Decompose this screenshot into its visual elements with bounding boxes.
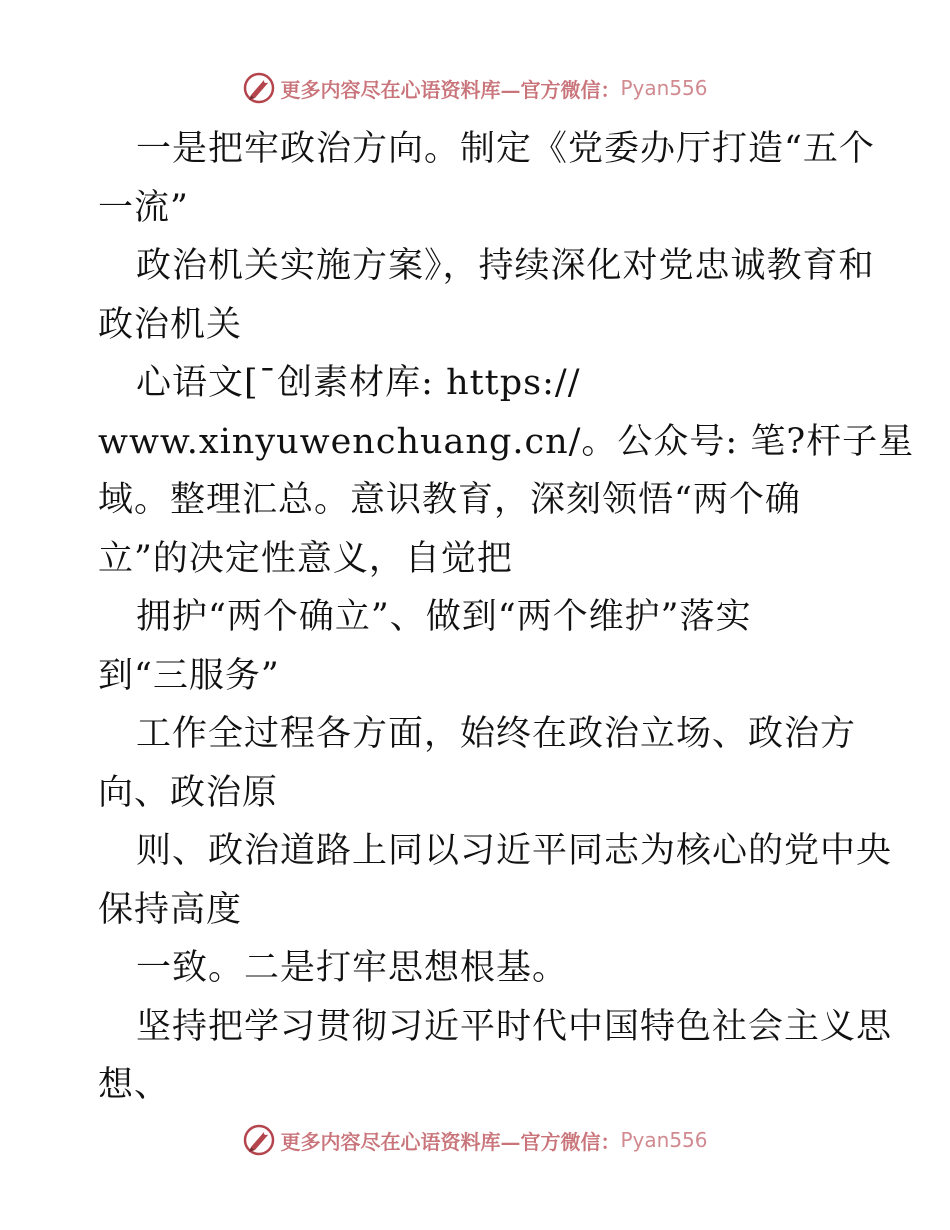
header-wechat-id: Pyan556	[620, 76, 708, 100]
body-line: 拥护“两个确立”、做到“两个维护”落实	[136, 597, 752, 637]
body-line: 坚持把学习贯彻习近平时代中国特色社会主义思	[136, 1006, 893, 1047]
body-line: 域。整理汇总。意识教育，深刻领悟“两个确	[98, 480, 801, 520]
pen-logo-icon	[242, 71, 276, 105]
body-line: 一致。二是打牢思想根基。	[136, 948, 569, 988]
body-line: www.xinyuwenchuang.cn/。公众号: 笔?杆子星	[98, 421, 915, 462]
body-line: 一流”	[98, 187, 189, 228]
header-banner	[0, 68, 950, 108]
header-banner-text: 更多内容尽在心语资料库—官方微信：	[280, 77, 621, 102]
body-line: 政治机关实施方案》，持续深化对党忠诚教育和	[136, 246, 875, 286]
body-line: 心语文[¯创素材库: https://	[136, 363, 581, 403]
body-line: 一是把牢政治方向。制定《党委办厅打造“五个	[136, 129, 875, 169]
footer-banner-text: 更多内容尽在心语资料库—官方微信：	[280, 1129, 621, 1154]
pen-logo-icon	[242, 1123, 276, 1157]
body-line: 工作全过程各方面，始终在政治立场、政治方	[136, 714, 857, 754]
footer-wechat-id: Pyan556	[620, 1128, 708, 1152]
body-line: 则、政治道路上同以习近平同志为核心的党中央	[136, 831, 893, 871]
body-line: 想、	[98, 1065, 171, 1105]
body-line: 到“三服务”	[98, 655, 280, 696]
body-line: 政治机关	[98, 304, 243, 345]
body-line: 向、政治原	[98, 772, 279, 813]
body-line: 保持高度	[98, 889, 243, 930]
footer-banner	[0, 1120, 950, 1160]
document-body	[98, 120, 915, 1115]
body-line: 立”的决定性意义，自觉把	[98, 538, 513, 579]
